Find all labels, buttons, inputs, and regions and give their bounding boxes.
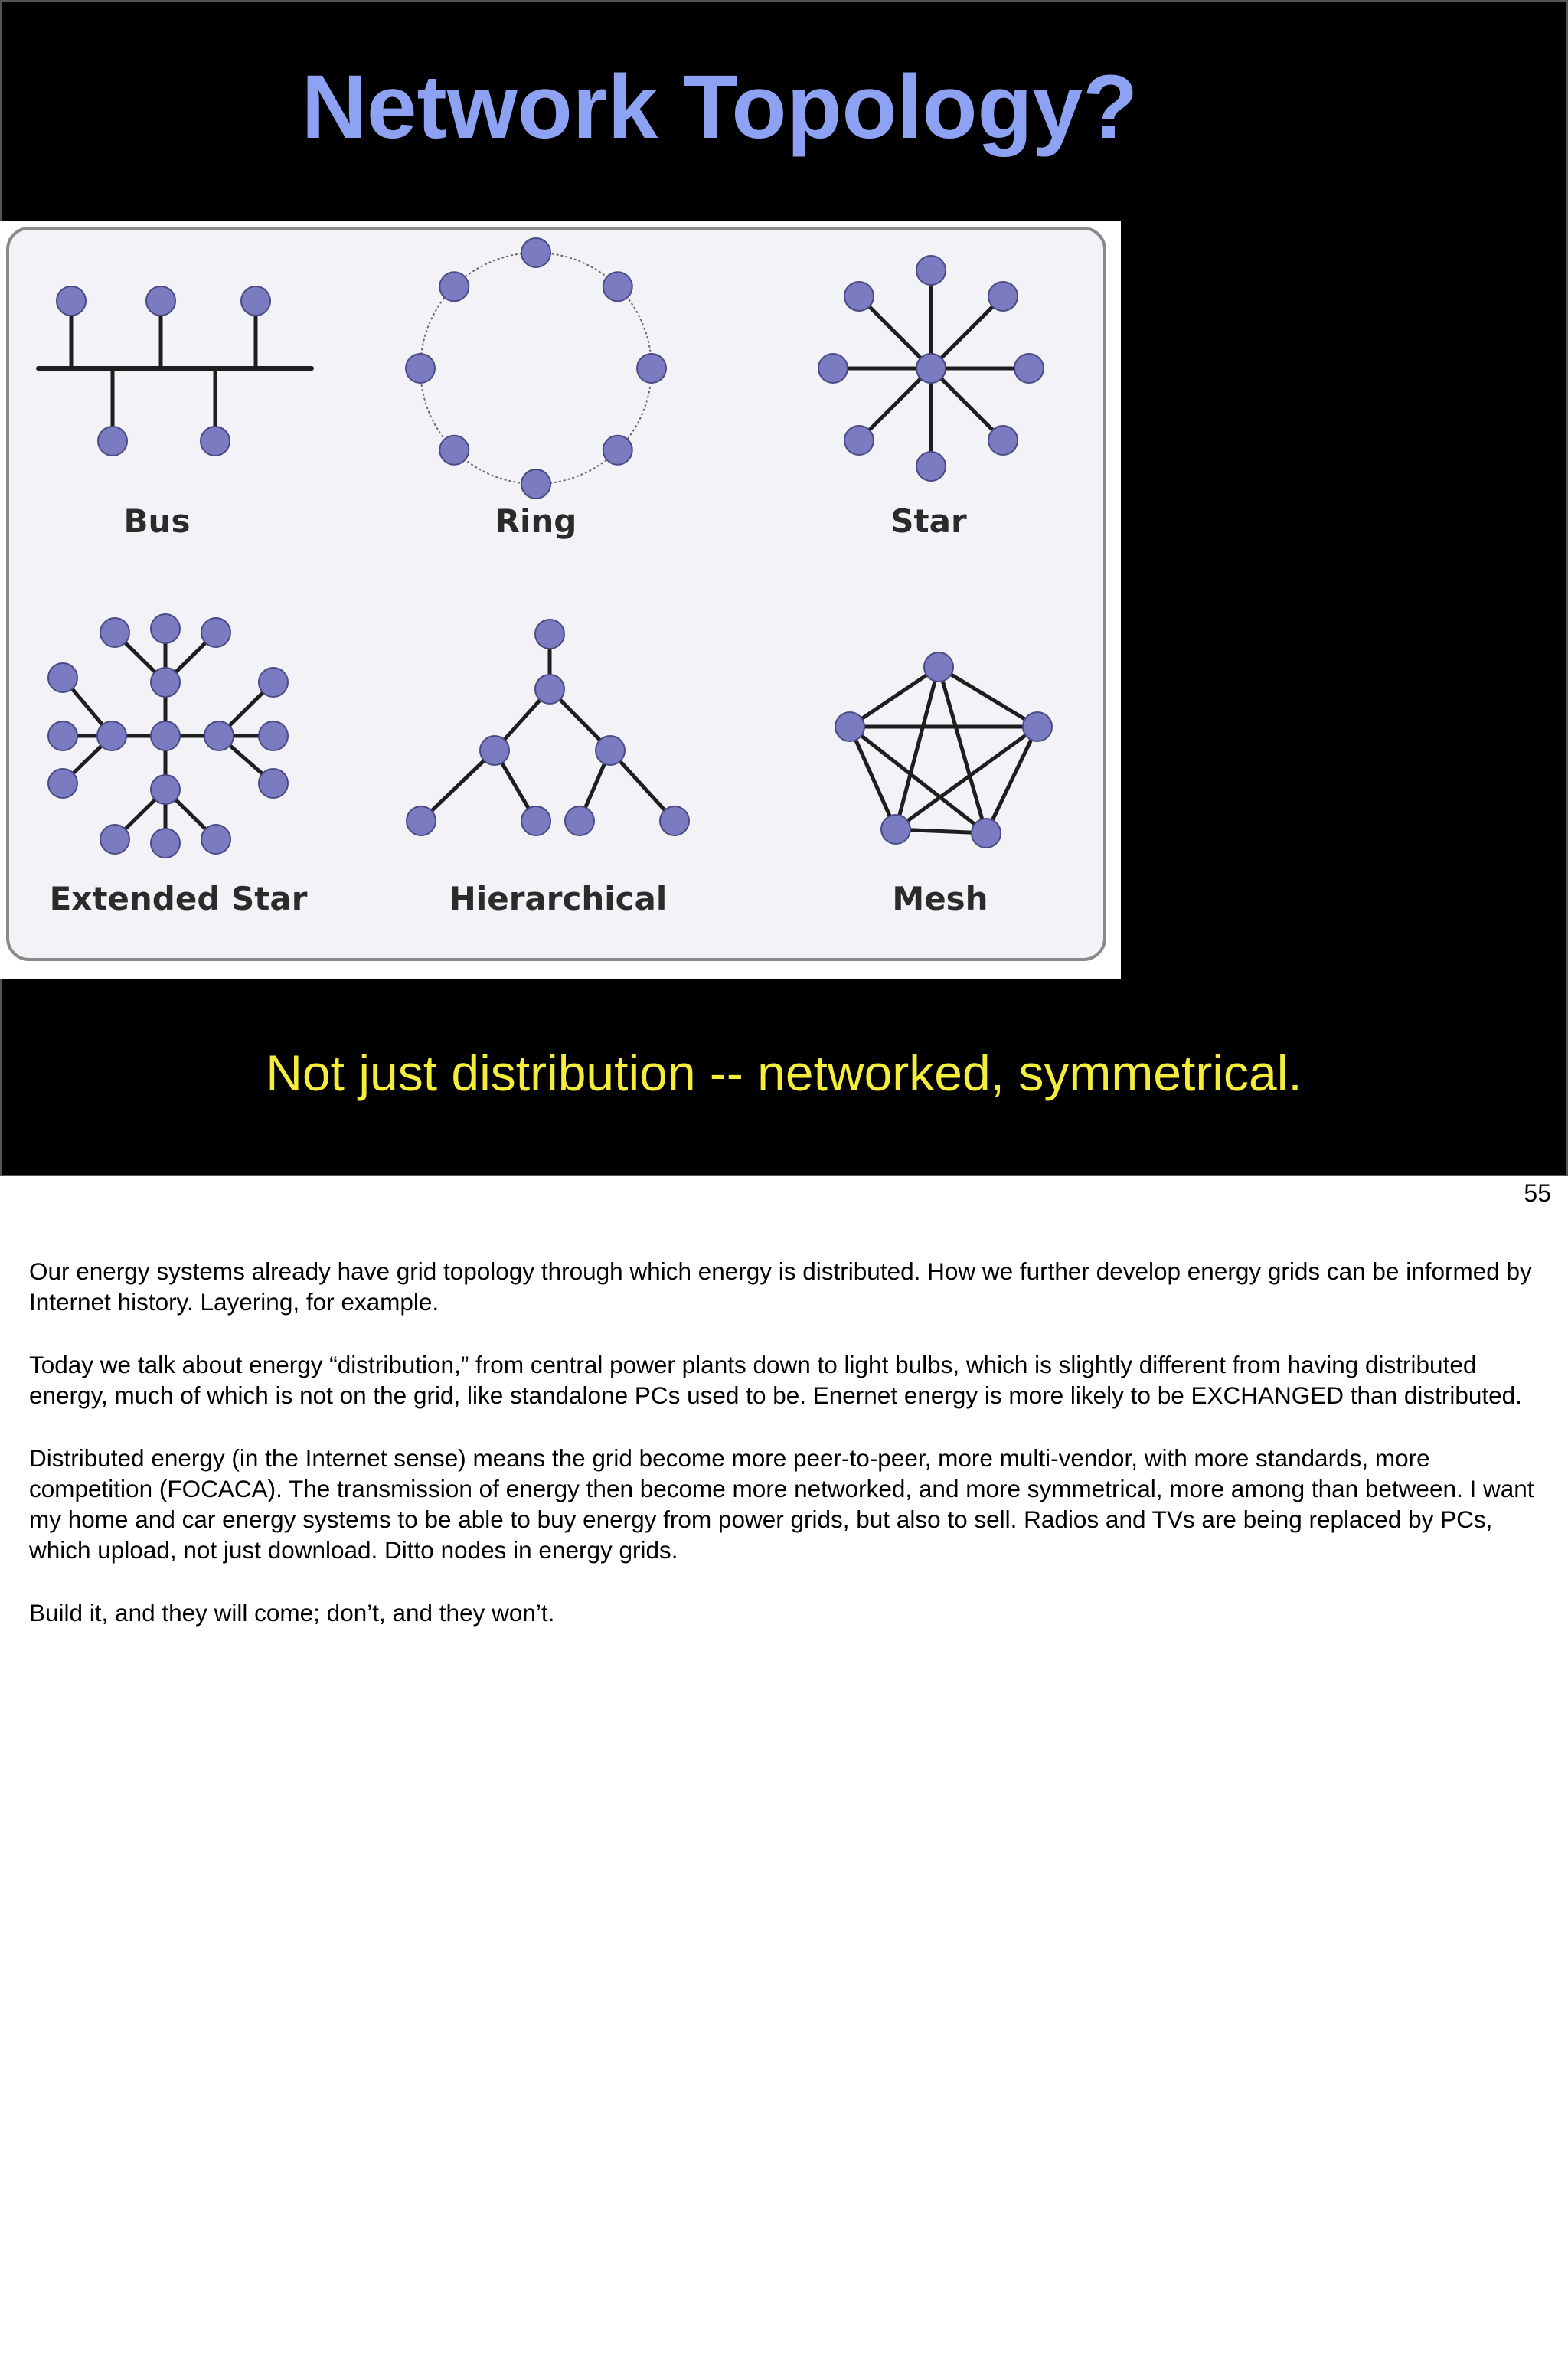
extended-star-node <box>201 618 230 647</box>
star-node <box>818 354 848 383</box>
notes-paragraph: Build it, and they will come; don’t, and they won’t. <box>29 1599 555 1627</box>
extended-star-node <box>151 829 180 858</box>
extended-star-node <box>48 663 77 692</box>
extended-star-node <box>201 825 230 854</box>
ring-node <box>521 238 550 267</box>
extended-star-node <box>204 721 234 750</box>
star-node <box>844 426 874 455</box>
notes-paragraph: Distributed energy (in the Internet sense) means the grid become more peer-to-peer, more multi-vendor, with more standards, more competition (FOCACA). The transmission of energy then become more networked, and more symmetrical, more among than between. I want my home and car energy systems to be able to buy energy from power grids, but also to sell. Radios and TVs are being replaced by PCs, which upload, not just download. Ditto nodes in energy grids. <box>29 1444 1534 1564</box>
star-hub <box>916 354 946 383</box>
extended-star-node <box>259 721 288 750</box>
label-hierarchical: Hierarchical <box>449 880 668 917</box>
mesh-node <box>835 712 864 741</box>
extended-star-node <box>259 668 288 697</box>
star-node <box>916 452 946 481</box>
mesh-node <box>972 819 1001 848</box>
star-node <box>988 282 1018 311</box>
speaker-notes <box>29 1256 1537 1660</box>
extended-star-node <box>151 775 180 804</box>
bus-node <box>57 286 86 316</box>
label-mesh: Mesh <box>892 880 988 917</box>
label-bus: Bus <box>123 502 191 540</box>
extended-star-node <box>100 825 129 854</box>
slide-title: Network Topology? <box>301 57 1138 158</box>
notes-paragraph: Our energy systems already have grid topology through which energy is distributed. How we further develop energy grids can be informed by Internet history. Layering, for example. <box>29 1257 1532 1316</box>
extended-star-node <box>259 769 288 798</box>
mesh-node <box>881 815 910 844</box>
hierarchical-node <box>660 806 689 835</box>
hierarchical-node <box>521 806 550 835</box>
ring-node <box>603 272 632 301</box>
extended-star-node <box>48 769 77 798</box>
mesh-node <box>1023 712 1052 741</box>
extended-star-hub <box>151 721 180 750</box>
extended-star-node <box>48 721 77 750</box>
label-ring: Ring <box>495 502 577 540</box>
ring-node <box>406 354 435 383</box>
extended-star-node <box>151 614 180 643</box>
hierarchical-node <box>407 806 436 835</box>
topology-diagram-svg <box>0 221 1121 979</box>
extended-star-node <box>151 668 180 697</box>
ring-node <box>439 436 469 465</box>
star-node <box>1014 354 1044 383</box>
hierarchical-node <box>480 736 509 765</box>
star-node <box>988 426 1018 455</box>
hierarchical-node <box>535 620 564 649</box>
hierarchical-node <box>596 736 625 765</box>
hierarchical-node <box>535 675 564 704</box>
star-node <box>844 282 874 311</box>
star-node <box>916 256 946 285</box>
label-star: Star <box>890 502 967 540</box>
ring-node <box>637 354 666 383</box>
topology-diagram <box>0 221 1121 979</box>
hierarchical-node <box>565 806 594 835</box>
extended-star-node <box>97 721 126 750</box>
bus-node <box>241 286 270 316</box>
extended-star-node <box>100 618 129 647</box>
notes-paragraph: Today we talk about energy “distribution,” from central power plants down to light bulbs, which is slightly different from having distributed energy, much of which is not on the grid, like standalone PCs used to be. Enernet energy is more likely to be EXCHANGED than distributed. <box>29 1351 1522 1409</box>
ring-node <box>603 436 632 465</box>
page-number: 55 <box>1524 1179 1551 1207</box>
ring-node <box>439 272 469 301</box>
label-extended-star: Extended Star <box>49 880 308 917</box>
bus-node <box>146 286 175 316</box>
bus-node <box>201 427 230 456</box>
mesh-node <box>924 652 953 682</box>
ring-node <box>521 469 550 499</box>
slide-caption: Not just distribution -- networked, symmetrical. <box>266 1045 1302 1101</box>
bus-node <box>98 427 127 456</box>
slide <box>0 0 1568 1176</box>
